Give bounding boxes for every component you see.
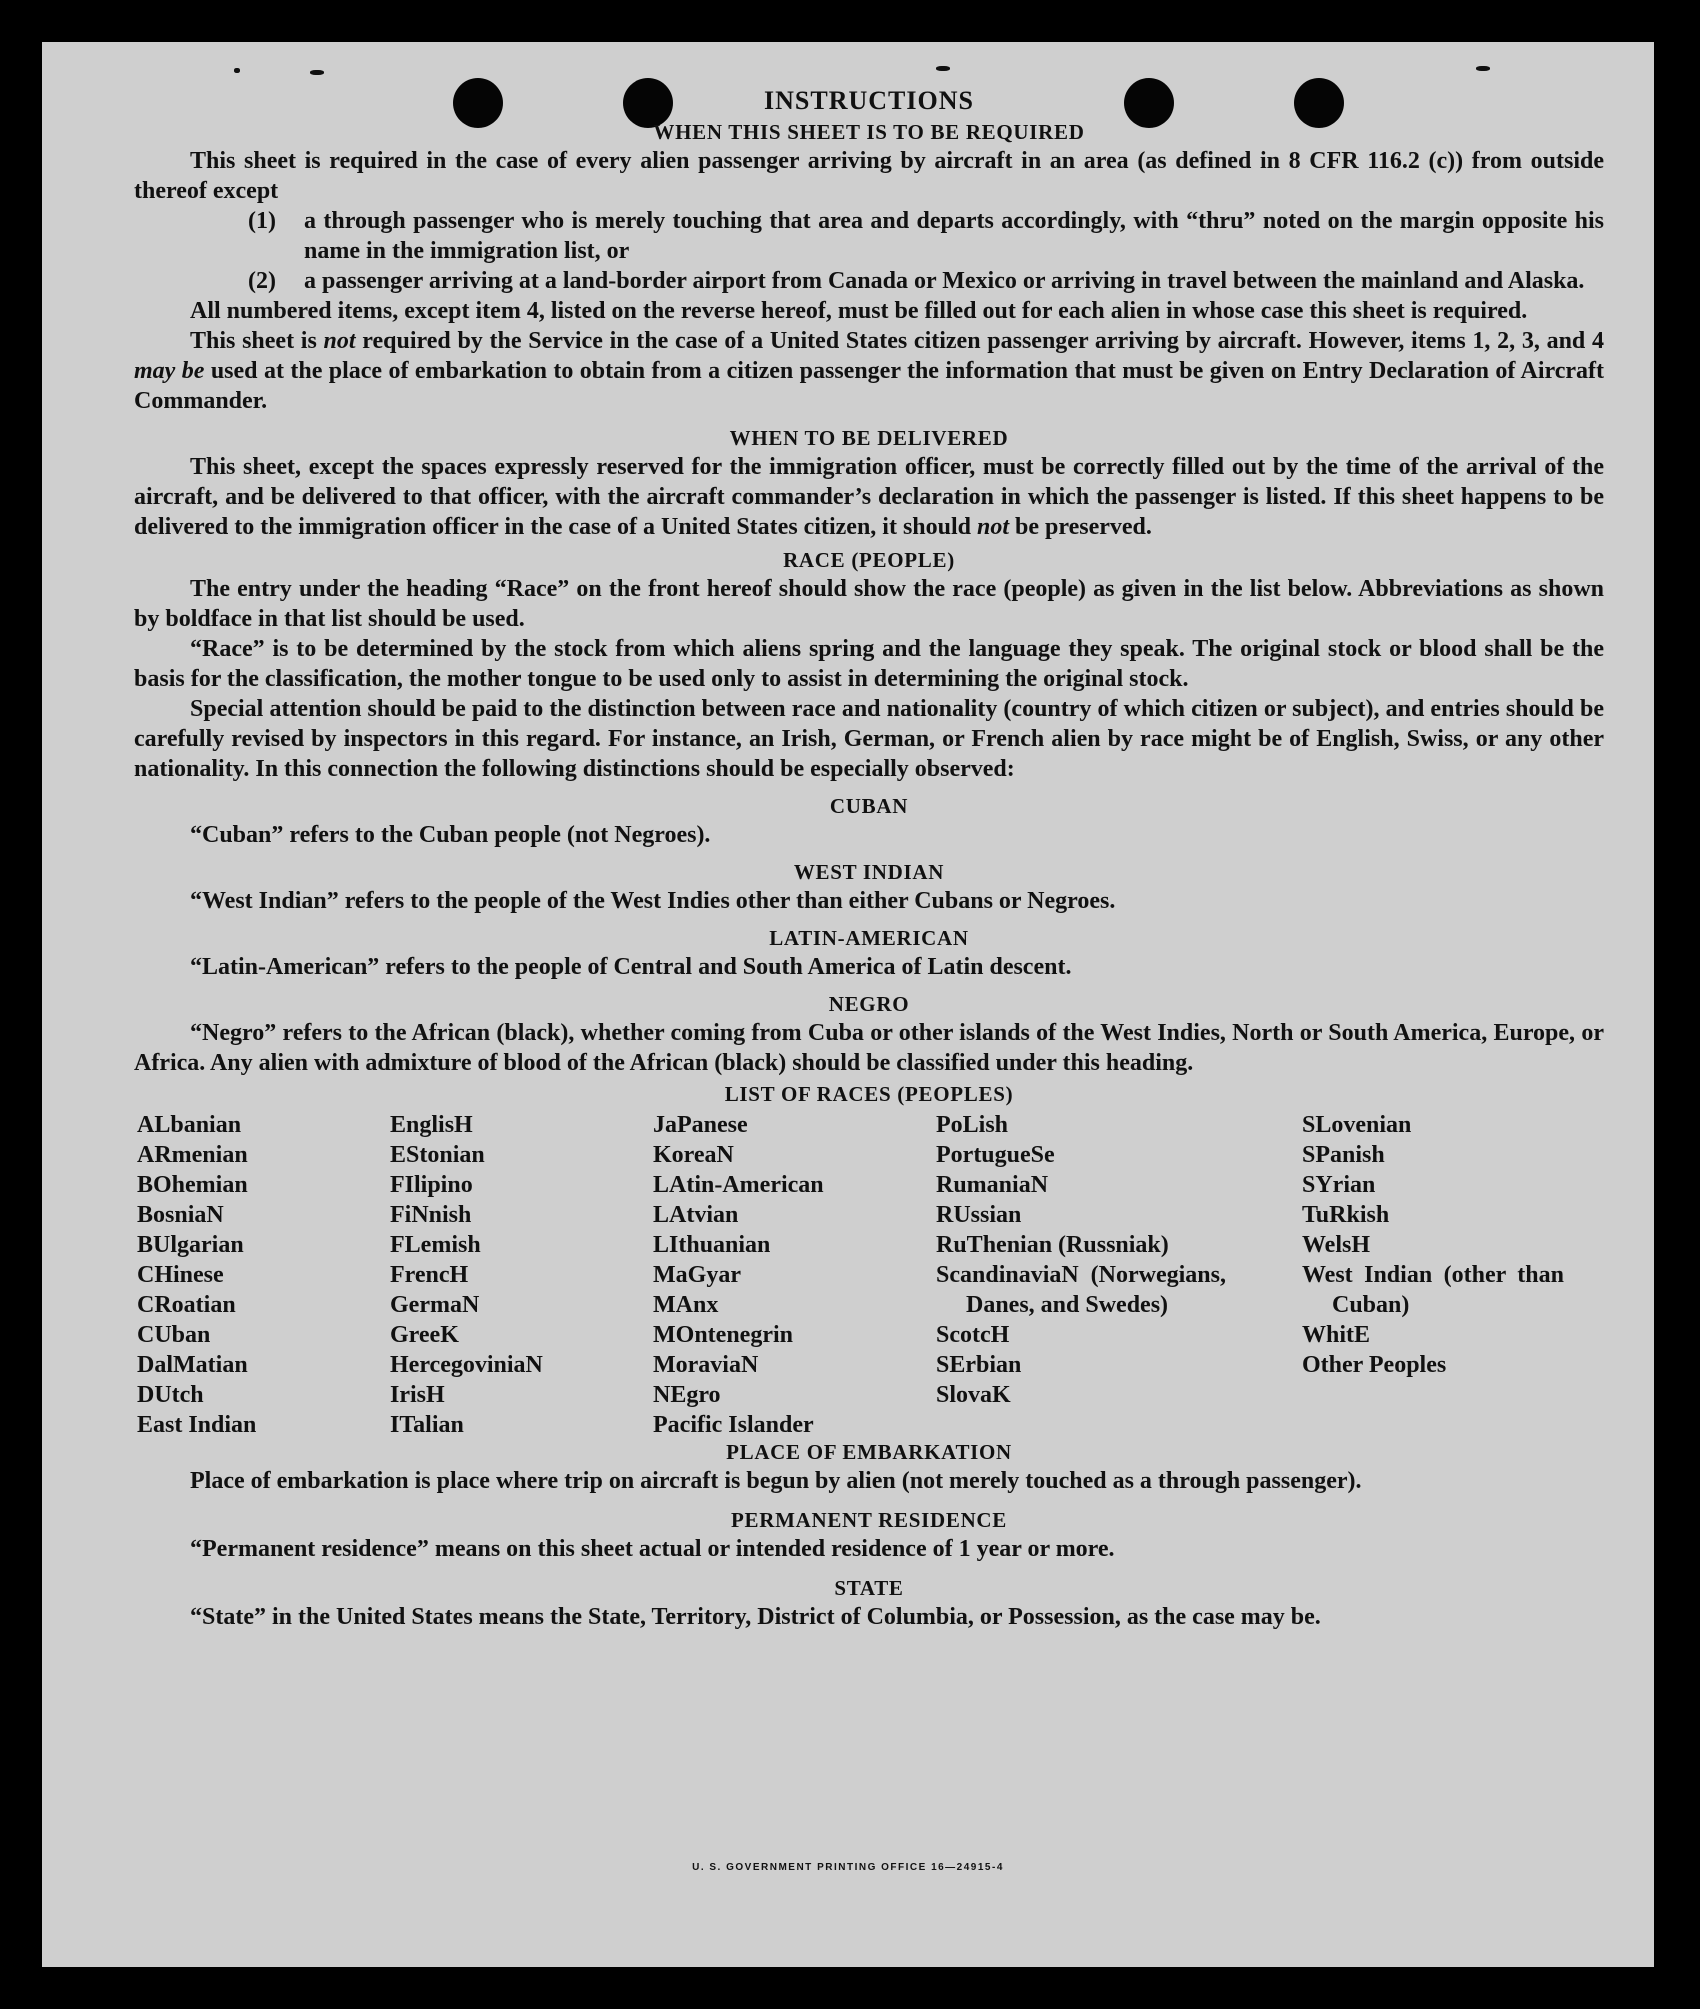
race-list	[134, 1110, 1604, 1438]
west-indian-text: “West Indian” refers to the people of the West Indies other than either Cubans or Negroes.	[190, 888, 1116, 914]
negro-text: “Negro” refers to the African (black), whether coming from Cuba or other islands of the West Indies, North or South America, Europe, or Africa. Any alien with admixture of blood of the African (black) should be classified under this heading.	[134, 1020, 1604, 1076]
race-item: MOntenegrin	[653, 1322, 793, 1348]
race-item: MoraviaN	[653, 1352, 759, 1378]
race-item: East Indian	[137, 1412, 257, 1438]
speck-mark	[234, 68, 240, 73]
section-heading-latin-american: LATIN-AMERICAN	[769, 926, 969, 950]
race-item: EnglisH	[390, 1112, 473, 1138]
item-text: a through passenger who is merely touching that area and departs accordingly, with “thru” noted on the margin opposite his name in the immigration list, or	[304, 208, 1604, 264]
race-item: TuRkish	[1302, 1202, 1390, 1228]
latin-american-text: “Latin-American” refers to the people of Central and South America of Latin descent.	[190, 954, 1072, 980]
race-item: PoLish	[936, 1112, 1009, 1138]
race-item: SErbian	[936, 1352, 1022, 1378]
race-item: ScandinaviaN (Norwegians, Danes, and Swedes)	[936, 1262, 1226, 1318]
race-item: FiNnish	[390, 1202, 472, 1228]
section-heading-cuban: CUBAN	[829, 794, 909, 818]
race-item: WhitE	[1302, 1322, 1371, 1348]
race-item: DalMatian	[137, 1352, 248, 1378]
race-item: DUtch	[137, 1382, 204, 1408]
race-item: NEgro	[653, 1382, 721, 1408]
race-item: BUlgarian	[137, 1232, 244, 1258]
race-item: GreeK	[390, 1322, 459, 1348]
race-item: RUssian	[936, 1202, 1022, 1228]
race-item: SlovaK	[936, 1382, 1011, 1408]
section-heading-negro: NEGRO	[828, 992, 910, 1016]
cuban-text: “Cuban” refers to the Cuban people (not Negroes).	[190, 822, 711, 848]
race-item: FLemish	[390, 1232, 481, 1258]
race-column-1	[137, 1110, 256, 1440]
speck-mark	[936, 66, 950, 71]
race-item: FIlipino	[390, 1172, 473, 1198]
race-para-2: “Race” is to be determined by the stock from which aliens spring and the language they speak. The original stock or blood shall be the basis for the classification, the mother tongue to be used only to assist in determining the original stock.	[134, 636, 1604, 692]
race-item: SLovenian	[1302, 1112, 1412, 1138]
race-para-1: The entry under the heading “Race” on the front hereof should show the race (people) as given in the list below. Abbreviations as shown by boldface in that list should be used.	[134, 576, 1604, 632]
race-item: ITalian	[390, 1412, 464, 1438]
race-item: LAtin-American	[653, 1172, 824, 1198]
race-item: ScotcH	[936, 1322, 1010, 1348]
race-item: SPanish	[1302, 1142, 1385, 1168]
race-item: West Indian (other than Cuban)	[1302, 1262, 1564, 1318]
race-item: LAtvian	[653, 1202, 739, 1228]
race-item: FrencH	[390, 1262, 469, 1288]
race-item: RuThenian (Russniak)	[936, 1232, 1169, 1258]
race-item: IrisH	[390, 1382, 445, 1408]
speck-mark	[1476, 66, 1490, 71]
embarkation-text: Place of embarkation is place where trip on aircraft is begun by alien (not merely touched as a through passenger).	[190, 1468, 1362, 1494]
item-text: a passenger arriving at a land-border airport from Canada or Mexico or arriving in travel between the mainland and Alaska.	[304, 268, 1585, 294]
race-item: CRoatian	[137, 1292, 236, 1318]
race-item: BOhemian	[137, 1172, 248, 1198]
exception-item	[248, 266, 1604, 296]
instructions-body	[134, 84, 1604, 1632]
race-item: RumaniaN	[936, 1172, 1049, 1198]
section-heading-required: WHEN THIS SHEET IS TO BE REQUIRED	[653, 120, 1085, 144]
form-sheet	[42, 42, 1654, 1967]
race-item: CUban	[137, 1322, 211, 1348]
race-item: Pacific Islander	[653, 1412, 814, 1438]
required-para-2: All numbered items, except item 4, listed on the reverse hereof, must be filled out for each alien in whose case this sheet is required.	[190, 298, 1528, 324]
item-number: (1)	[248, 208, 276, 234]
exception-item	[248, 206, 1604, 266]
race-item: HercegoviniaN	[390, 1352, 543, 1378]
race-column-5	[1302, 1110, 1564, 1380]
required-intro: This sheet is required in the case of every alien passenger arriving by aircraft in an area (as defined in 8 CFR 116.2 (c)) from outside thereof except	[134, 148, 1604, 204]
section-heading-west-indian: WEST INDIAN	[793, 860, 945, 884]
race-column-3	[653, 1110, 824, 1440]
race-item: BosniaN	[137, 1202, 224, 1228]
race-item: MaGyar	[653, 1262, 741, 1288]
section-heading-race: RACE (PEOPLE)	[783, 548, 955, 572]
section-heading-delivered: WHEN TO BE DELIVERED	[729, 426, 1009, 450]
race-item: WelsH	[1302, 1232, 1371, 1258]
race-item: LIthuanian	[653, 1232, 771, 1258]
race-item: ALbanian	[137, 1112, 242, 1138]
residence-text: “Permanent residence” means on this sheet actual or intended residence of 1 year or more.	[190, 1536, 1115, 1562]
race-item: SYrian	[1302, 1172, 1376, 1198]
race-item: ARmenian	[137, 1142, 248, 1168]
race-item: EStonian	[390, 1142, 485, 1168]
section-heading-residence: PERMANENT RESIDENCE	[730, 1508, 1008, 1532]
race-item: MAnx	[653, 1292, 719, 1318]
race-item: PortugueSe	[936, 1142, 1055, 1168]
state-text: “State” in the United States means the State, Territory, District of Columbia, or Possession, as the case may be.	[190, 1604, 1321, 1630]
list-heading: LIST OF RACES (PEOPLES)	[724, 1082, 1014, 1106]
speck-mark	[310, 70, 324, 75]
race-item: JaPanese	[653, 1112, 748, 1138]
printer-imprint: U. S. GOVERNMENT PRINTING OFFICE 16—24915-4	[692, 1862, 1004, 1873]
race-item: Other Peoples	[1302, 1352, 1447, 1378]
race-item: KoreaN	[653, 1142, 734, 1168]
section-heading-embarkation: PLACE OF EMBARKATION	[726, 1440, 1012, 1464]
race-para-3: Special attention should be paid to the distinction between race and nationality (country of which citizen or subject), and entries should be carefully revised by inspectors in this regard. For instance, an Irish, German, or French alien by race might be of English, Swiss, or any other nationality. In this connection the following distinctions should be especially observed:	[134, 696, 1604, 782]
page-title: INSTRUCTIONS	[764, 86, 974, 115]
section-heading-state: STATE	[834, 1576, 904, 1600]
delivered-text: This sheet, except the spaces expressly reserved for the immigration officer, must be correctly filled out by the time of the arrival of the aircraft, and be delivered to that officer, with the aircraft commander’s declaration in which the passenger is listed. If this sheet happens to be delivered to the immigration officer in the case of a United States citizen, it should not be preserved.	[134, 454, 1604, 540]
race-column-4	[936, 1110, 1226, 1410]
item-number: (2)	[248, 268, 276, 294]
race-item: CHinese	[137, 1262, 224, 1288]
race-column-2	[390, 1110, 543, 1440]
race-item: GermaN	[390, 1292, 480, 1318]
required-para-3: This sheet is not required by the Service in the case of a United States citizen passenger arriving by aircraft. However, items 1, 2, 3, and 4 may be used at the place of embarkation to obtain from a citizen passenger the information that must be given on Entry Declaration of Aircraft Commander.	[134, 328, 1604, 414]
